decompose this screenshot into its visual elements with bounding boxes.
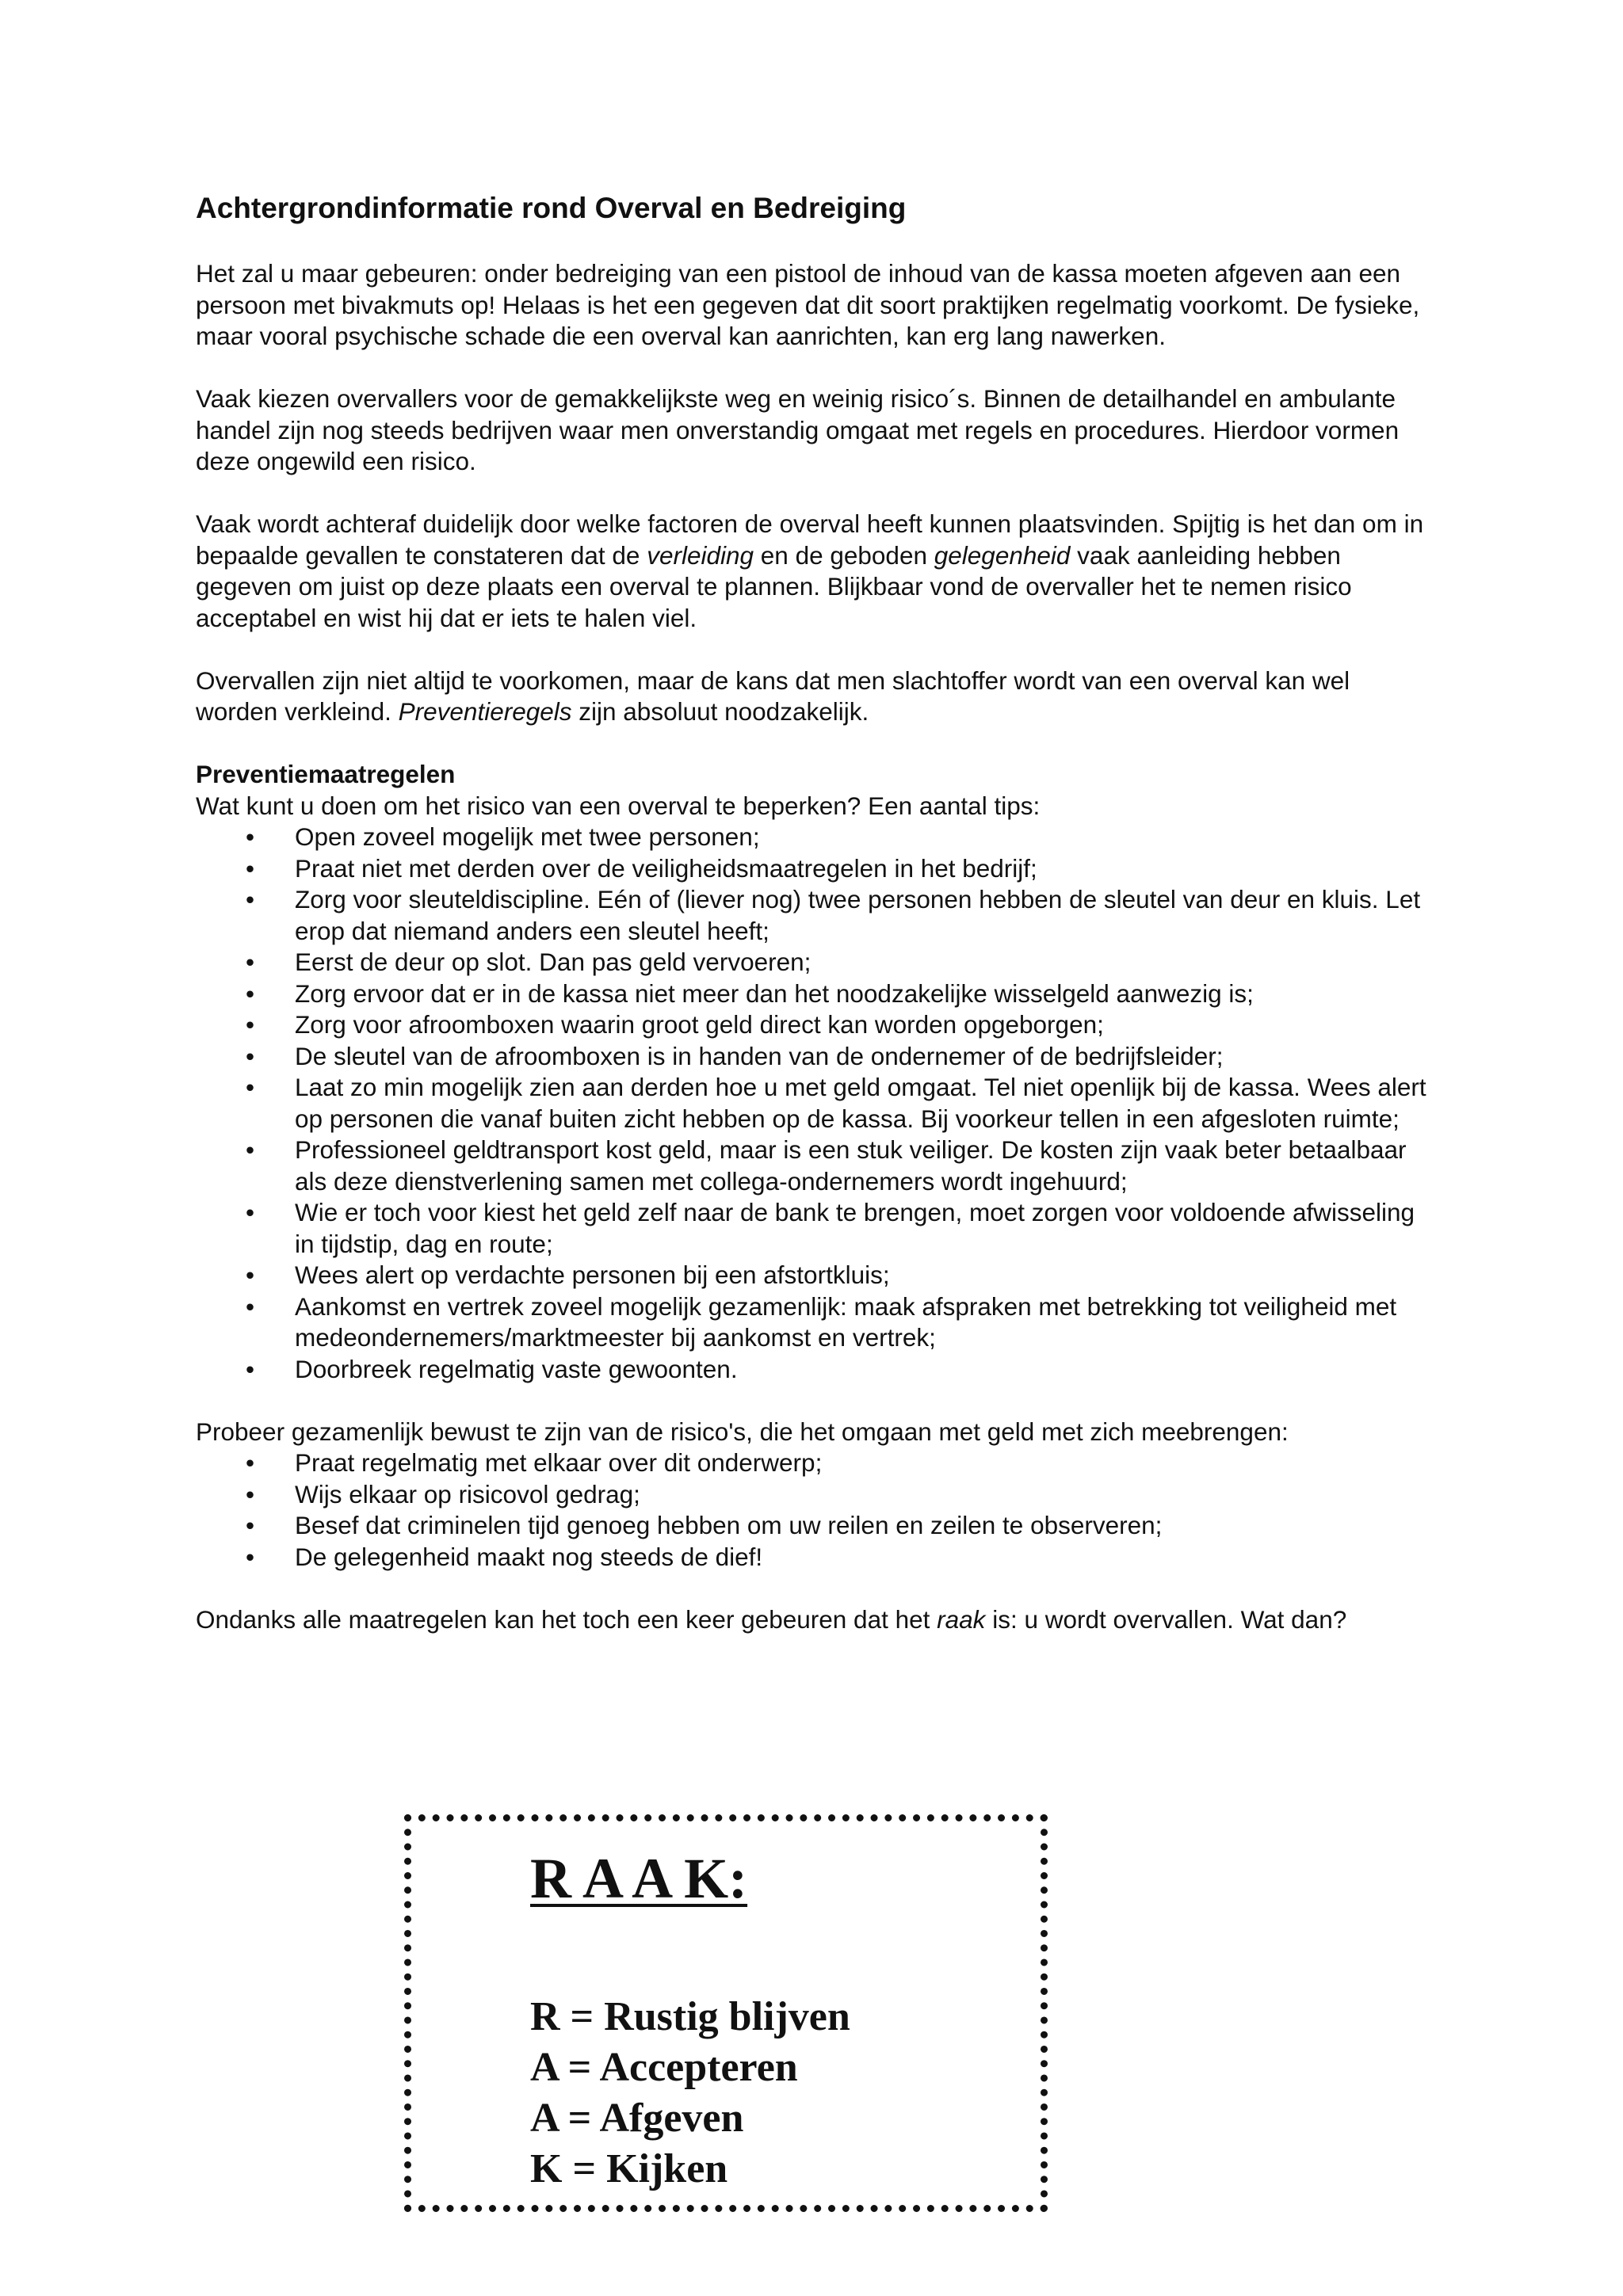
list-item: • Professioneel geldtransport kost geld, maar is een stuk veiliger. De kosten zijn vaak beter betaalbaar als deze dienstverlening samen met collega-ondernemers wordt ingehuurd; (295, 1135, 1432, 1197)
text-run: vaak aanleiding hebben gegeven om juist op deze plaats een overval te plannen. Blijkbaar vond de overvaller het te nemen risico acceptabel en wist hij dat er iets te halen viel. (196, 540, 1352, 632)
list-item: • Aankomst en vertrek zoveel mogelijk gezamenlijk: maak afspraken met betrekking tot veiligheid met medeondernemers/marktmeester bij aankomst en vertrek; (295, 1291, 1432, 1354)
prevention-intro: Wat kunt u doen om het risico van een overval te beperken? Een aantal tips: (196, 791, 1041, 820)
list-item: • Open zoveel mogelijk met twee personen; (295, 822, 1432, 853)
document-title: Achtergrondinformatie rond Overval en Bedreiging (196, 192, 907, 224)
awareness-tips-list (196, 1447, 1432, 1573)
list-item: • Wees alert op verdachte personen bij een afstortkluis; (295, 1260, 1432, 1291)
factors-paragraph (196, 509, 1432, 634)
raak-item: K = Kijken (530, 2146, 728, 2191)
intro-paragraph-2: Vaak kiezen overvallers voor de gemakkelijkste weg en weinig risico´s. Binnen de detailhandel en ambulante handel zijn nog steeds bedrijven waar men onverstandig omgaat met regels en procedures. Hierdoor vormen deze ongewild een risico. (196, 384, 1400, 475)
prevention-paragraph (196, 666, 1432, 728)
emphasis-preventieregels: Preventieregels (398, 697, 572, 726)
list-item: • Doorbreek regelmatig vaste gewoonten. (295, 1354, 1432, 1386)
list-item: • Eerst de deur op slot. Dan pas geld vervoeren; (295, 947, 1432, 978)
emphasis-raak: raak (937, 1604, 986, 1634)
text-run: Vaak wordt achteraf duidelijk door welke factoren de overval heeft kunnen plaatsvinden. Spijtig is het dan om in bepaalde gevallen te constateren dat de (196, 509, 1424, 570)
awareness-intro: Probeer gezamenlijk bewust te zijn van de risico's, die het omgaan met geld met zich meebrengen: (196, 1417, 1289, 1446)
list-item: • Zorg voor sleuteldiscipline. Eén of (liever nog) twee personen hebben de sleutel van deur en kluis. Let erop dat niemand anders een sleutel heeft; (295, 884, 1432, 947)
intro-paragraph-1: Het zal u maar gebeuren: onder bedreiging van een pistool de inhoud van de kassa moeten afgeven aan een persoon met bivakmuts op! Helaas is het een gegeven dat dit soort praktijken regelmatig voorkomt. De fysieke, maar vooral psychische schade die een overval kan aanrichten, kan erg lang nawerken. (196, 259, 1420, 350)
list-item: • De sleutel van de afroomboxen is in handen van de ondernemer of de bedrijfsleider; (295, 1041, 1432, 1073)
section-heading: Preventiemaatregelen (196, 760, 456, 788)
list-item: • Praat regelmatig met elkaar over dit onderwerp; (295, 1447, 1432, 1479)
raak-item: A = Accepteren (530, 2045, 798, 2090)
prevention-tips-list (196, 822, 1432, 1385)
raak-item: A = Afgeven (530, 2096, 744, 2141)
raak-list (530, 1992, 850, 2195)
raak-title: R A A K: (530, 1847, 748, 1910)
list-item: • Praat niet met derden over de veiligheidsmaatregelen in het bedrijf; (295, 853, 1432, 885)
list-item: • Zorg voor afroomboxen waarin groot geld direct kan worden opgeborgen; (295, 1009, 1432, 1041)
list-item: • Laat zo min mogelijk zien aan derden hoe u met geld omgaat. Tel niet openlijk bij de kassa. Wees alert op personen die vanaf buiten zicht hebben op de kassa. Bij voorkeur tellen in een afgesloten ruimte; (295, 1072, 1432, 1135)
document-body (196, 190, 1432, 1667)
emphasis-gelegenheid: gelegenheid (934, 540, 1071, 570)
raak-box (404, 1814, 1048, 2212)
list-item: • Besef dat criminelen tijd genoeg hebben om uw reilen en zeilen te observeren; (295, 1510, 1432, 1542)
closing-paragraph (196, 1604, 1432, 1636)
list-item: • Zorg ervoor dat er in de kassa niet meer dan het noodzakelijke wisselgeld aanwezig is; (295, 978, 1432, 1010)
text-run: zijn absoluut noodzakelijk. (571, 697, 869, 726)
text-run: Ondanks alle maatregelen kan het toch een keer gebeuren dat het (196, 1604, 938, 1634)
text-run: is: u wordt overvallen. Wat dan? (985, 1604, 1347, 1634)
text-run: en de geboden (754, 540, 934, 570)
list-item: • Wie er toch voor kiest het geld zelf naar de bank te brengen, moet zorgen voor voldoende afwisseling in tijdstip, dag en route; (295, 1197, 1432, 1260)
prevention-block (196, 759, 1432, 822)
list-item: • De gelegenheid maakt nog steeds de dief! (295, 1542, 1432, 1573)
emphasis-verleiding: verleiding (647, 540, 754, 570)
raak-item: R = Rustig blijven (530, 1994, 850, 2039)
text-run: Overvallen zijn niet altijd te voorkomen, maar de kans dat men slachtoffer wordt van een overval kan wel worden verkleind. (196, 666, 1350, 726)
list-item: • Wijs elkaar op risicovol gedrag; (295, 1479, 1432, 1511)
